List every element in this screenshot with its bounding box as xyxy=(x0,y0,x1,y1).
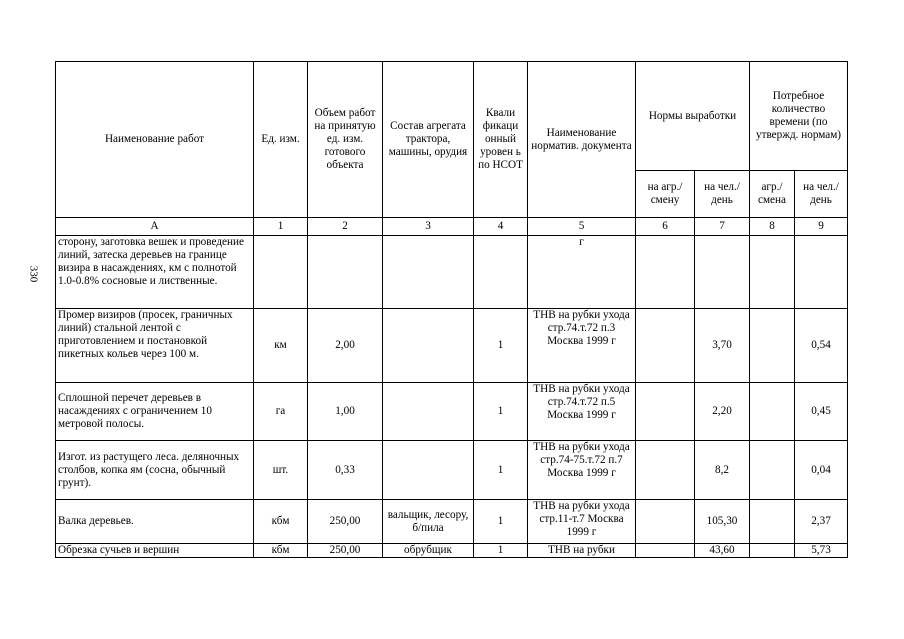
level-cell: 1 xyxy=(474,309,528,383)
unit-cell: кбм xyxy=(254,544,308,558)
document-cell: ТНВ на рубки xyxy=(528,544,636,558)
unit-cell xyxy=(254,236,308,309)
table-row xyxy=(56,500,848,544)
aggregate-cell xyxy=(383,309,474,383)
man-day-cell: 8,2 xyxy=(695,441,750,500)
volume-cell xyxy=(308,236,383,309)
work-norms-table xyxy=(55,61,848,558)
table-row xyxy=(56,544,848,558)
index-cell: 6 xyxy=(636,218,695,236)
header-man-need: на чел./ день xyxy=(795,171,848,218)
man-need-cell xyxy=(795,236,848,309)
agr-shift-cell xyxy=(636,500,695,544)
aggregate-cell: обрубщик xyxy=(383,544,474,558)
man-need-cell: 0,54 xyxy=(795,309,848,383)
man-need-cell: 2,37 xyxy=(795,500,848,544)
index-cell: 9 xyxy=(795,218,848,236)
unit-cell: шт. xyxy=(254,441,308,500)
agr-shift-cell xyxy=(636,441,695,500)
unit-cell: кбм xyxy=(254,500,308,544)
agr-need-cell xyxy=(750,236,795,309)
index-cell: 8 xyxy=(750,218,795,236)
volume-cell: 250,00 xyxy=(308,544,383,558)
index-cell: 4 xyxy=(474,218,528,236)
work-name-cell: Обрезка сучьев и вершин xyxy=(56,544,254,558)
agr-shift-cell xyxy=(636,544,695,558)
table-row xyxy=(56,383,848,441)
volume-cell: 1,00 xyxy=(308,383,383,441)
index-cell: 1 xyxy=(254,218,308,236)
volume-cell: 0,33 xyxy=(308,441,383,500)
level-cell: 1 xyxy=(474,500,528,544)
man-day-cell: 2,20 xyxy=(695,383,750,441)
level-cell: 1 xyxy=(474,544,528,558)
man-day-cell: 43,60 xyxy=(695,544,750,558)
agr-need-cell xyxy=(750,441,795,500)
work-name-cell: Промер визиров (просек, граничных линий) стальной лентой с приготовлением и постановкой пикетных кольев через 100 м. xyxy=(56,309,254,383)
man-day-cell: 105,30 xyxy=(695,500,750,544)
index-cell: 2 xyxy=(308,218,383,236)
header-output-norms: Нормы выработки xyxy=(636,62,750,171)
document-cell: ТНВ на рубки ухода стр.11-т.7 Москва 1999 г xyxy=(528,500,636,544)
agr-need-cell xyxy=(750,383,795,441)
header-document: Наименование норматив. документа xyxy=(528,62,636,218)
aggregate-cell xyxy=(383,236,474,309)
level-cell xyxy=(474,236,528,309)
man-day-cell xyxy=(695,236,750,309)
agr-need-cell xyxy=(750,544,795,558)
work-name-cell: Сплошной перечет деревьев в насаждениях с ограничением 10 метровой полосы. xyxy=(56,383,254,441)
table-row xyxy=(56,236,848,309)
man-need-cell: 0,04 xyxy=(795,441,848,500)
header-man-day: на чел./ день xyxy=(695,171,750,218)
index-cell: 7 xyxy=(695,218,750,236)
table-row xyxy=(56,441,848,500)
header-time-needed: Потребное количество времени (по утвержд. нормам) xyxy=(750,62,848,171)
unit-cell: км xyxy=(254,309,308,383)
level-cell: 1 xyxy=(474,441,528,500)
index-row xyxy=(56,218,848,236)
unit-cell: га xyxy=(254,383,308,441)
header-qualification: Квали фикаци онный уровен ь по НСОТ xyxy=(474,62,528,218)
level-cell: 1 xyxy=(474,383,528,441)
header-work-name: Наименование работ xyxy=(56,62,254,218)
header-agr-shift: на агр./ смену xyxy=(636,171,695,218)
volume-cell: 2,00 xyxy=(308,309,383,383)
document-cell: ТНВ на рубки ухода стр.74-75.т.72 п.7 Москва 1999 г xyxy=(528,441,636,500)
header-agr-need: агр./ смена xyxy=(750,171,795,218)
agr-shift-cell xyxy=(636,383,695,441)
volume-cell: 250,00 xyxy=(308,500,383,544)
table-row xyxy=(56,309,848,383)
man-need-cell: 0,45 xyxy=(795,383,848,441)
man-need-cell: 5,73 xyxy=(795,544,848,558)
aggregate-cell: вальщик, лесору, б/пила xyxy=(383,500,474,544)
header-volume: Объем работ на принятую ед. изм. готового объекта xyxy=(308,62,383,218)
agr-need-cell xyxy=(750,500,795,544)
work-name-cell: Валка деревьев. xyxy=(56,500,254,544)
document-cell: г xyxy=(528,236,636,309)
aggregate-cell xyxy=(383,441,474,500)
agr-shift-cell xyxy=(636,236,695,309)
agr-shift-cell xyxy=(636,309,695,383)
man-day-cell: 3,70 xyxy=(695,309,750,383)
index-cell: 5 xyxy=(528,218,636,236)
index-cell: А xyxy=(56,218,254,236)
work-name-cell: Изгот. из растущего леса. деляночных столбов, копка ям (сосна, обычный грунт). xyxy=(56,441,254,500)
document-cell: ТНВ на рубки ухода стр.74.т.72 п.5 Москва 1999 г xyxy=(528,383,636,441)
document-cell: ТНВ на рубки ухода стр.74.т.72 п.3 Москва 1999 г xyxy=(528,309,636,383)
aggregate-cell xyxy=(383,383,474,441)
work-name-cell: сторону, заготовка вешек и проведение линий, затеска деревьев на границе визира в насаждениях, км с полнотой 1.0-0.8% сосновые и лиственные. xyxy=(56,236,254,309)
header-unit: Ед. изм. xyxy=(254,62,308,218)
index-cell: 3 xyxy=(383,218,474,236)
page-number: 330 xyxy=(27,265,40,283)
header-aggregate: Состав агрегата трактора, машины, орудия xyxy=(383,62,474,218)
agr-need-cell xyxy=(750,309,795,383)
